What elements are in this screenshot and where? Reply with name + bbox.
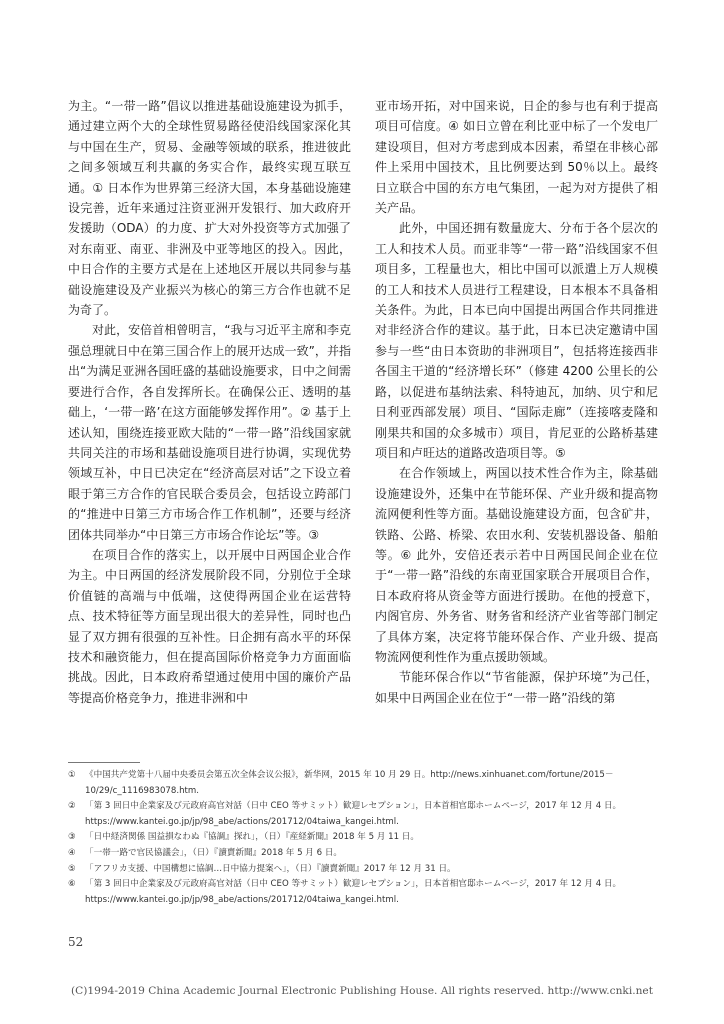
- footnote: [68, 877, 658, 908]
- footnotes: [68, 768, 658, 908]
- body-paragraph: 亚市场开拓，对中国来说，日企的参与也有利于提高项目可信度。④ 如日立曾在利比亚中标了一个发电厂建设项目，但对方考虑到成本因素，希望在非核心部件上采用中国技术，且比例要达到 50％以上。最终日立联合中国的东方电气集团，一起为对方提供了相关产品。: [375, 99, 658, 216]
- footnote-marker: ③: [68, 832, 76, 843]
- footnote-marker: ②: [68, 801, 76, 812]
- footnote-text: 「第 3 回日中企業家及び元政府高官対話（日中 CEO 等サミット）歓迎レセプション」，日本首相官邸ホームページ，2017 年 12 月 4 日。https://www.kantei.go.jp/jp/98_abe/actions/201712/04taiwa_kangei.html.: [85, 801, 622, 827]
- footnote-marker: ⑤: [68, 863, 76, 874]
- footnote-marker: ⑥: [68, 879, 76, 890]
- footnote-text: 「日中経済関係 国益損なわぬ『協調』探れ」，（日）『産経新聞』2018 年 5 月 11 日。: [85, 832, 419, 843]
- body-paragraph: 此外，中国还拥有数量庞大、分布于各个层次的工人和技术人员。而亚非等“一带一路”沿线国家不但项目多，工程量也大，相比中国可以派遣上万人规模的工人和技术人员进行工程建设，日本根本不具备相关条件。为此，日本已向中国提出两国合作共同推进对非经济合作的建议。基于此，日本已决定邀请中国参与一些“由日本资助的非洲项目”，包括将连接西非各国主干道的“经济增长环”（修建 4200 公里长的公路，以促进布基纳法索、科特迪瓦，加纳、贝宁和尼日利亚西部发展）项目、“国际走廊”（连接喀麦隆和刚果共和国的众多城市）项目，肯尼亚的公路桥基建项目和卢旺达的道路改造项目等。⑤: [375, 221, 658, 460]
- body-paragraph: 为主。“一带一路”倡议以推进基础设施建设为抓手，通过建立两个大的全球性贸易路径使沿线国家深化其与中国在生产，贸易、金融等领域的联系，推进彼此之间多领域互利共赢的务实合作，最终实现互联互通。① 日本作为世界第三经济大国，本身基础设施建设完善，近年来通过注资亚洲开发银行、加大政府开发援助（ODA）的力度、扩大对外投资等方式加强了对东南亚、南亚、非洲及中亚等地区的投入。因此，中日合作的主要方式是在上述地区开展以共同参与基础设施建设及产业振兴为核心的第三方合作也就不足为奇了。: [68, 99, 351, 318]
- copyright-footer: (C)1994-2019 China Academic Journal Electronic Publishing House. All rights reserved. http://www.cnki.net: [71, 985, 653, 997]
- footnote: [68, 799, 658, 830]
- footnote-marker: ④: [68, 847, 76, 858]
- footnote: [68, 846, 658, 862]
- footnote-text: 「第 3 回日中企業家及び元政府高官対話（日中 CEO 等サミット）歓迎レセプション」，日本首相官邸ホームページ，2017 年 12 月 4 日。https://www.kantei.go.jp/jp/98_abe/actions/201712/04taiwa_kangei.html.: [85, 879, 622, 905]
- footnote-text: 《中国共产党第十八届中央委员会第五次全体会议公报》，新华网，2015 年 10 月 29 日。http://news.xinhuanet.com/fortune/2015－10/29/c_1116983078.htm.: [85, 770, 614, 796]
- footnote-marker: ①: [68, 770, 76, 780]
- body-paragraph: 在项目合作的落实上，以开展中日两国企业合作为主。中日两国的经济发展阶段不同，分别位于全球价值链的高端与中低端，这使得两国企业在运营特点、技术特征等方面呈现出很大的差异性，同时也凸显了双方拥有很强的互补性。日企拥有高水平的环保技术和融资能力，但在提高国际价格竞争力方面面临挑战。因此，日本政府希望通过使用中国的廉价产品等提高价格竞争力，推进非洲和中: [68, 547, 351, 705]
- footnote-text: 「一帯一路で官民協議会」，（日）『讀賣新聞』2018 年 5 月 6 日。: [85, 847, 343, 858]
- footnote-divider: [68, 762, 140, 763]
- footnote: [68, 768, 658, 799]
- footnote: [68, 862, 658, 878]
- footnote-text: 「アフリカ支援、中国構想に協調…日中協力提案へ」，（日）『讀賣新聞』2017 年 12 月 31 日。: [85, 863, 456, 874]
- body-paragraph: 在合作领域上，两国以技术性合作为主，除基础设施建设外，还集中在节能环保、产业升级和提高物流网便利性等方面。基础设施建设方面，包含矿井，铁路、公路、桥梁、农田水利、安装机器设备、船舶等。⑥ 此外，安倍还表示若中日两国民间企业在位于“一带一路”沿线的东南亚国家联合开展项目合作，日本政府将从资金等方面进行援助。在他的授意下，内阁官房、外务省、财务省和经济产业省等部门制定了具体方案，决定将节能环保合作、产业升级、提高物流网便利性作为重点援助领域。: [375, 466, 658, 664]
- left-column: [68, 96, 351, 708]
- body-paragraph: 节能环保合作以“节省能源，保护环境”为己任，如果中日两国企业在位于“一带一路”沿线的第: [375, 670, 658, 705]
- page-number: 52: [68, 935, 84, 949]
- right-column: [375, 96, 658, 708]
- body-paragraph: 对此，安倍首相曾明言，“我与习近平主席和李克强总理就日中在第三国合作上的展开达成一致”，并指出“为满足亚洲各国旺盛的基础设施要求，日中之间需要进行合作，各自发挥所长。在确保公正、透明的基础上，‘一带一路’在这方面能够发挥作用”。② 基于上述认知，围绕连接亚欧大陆的“一带一路”沿线国家就共同关注的市场和基础设施项目进行协调，实现优势领域互补，中日已决定在“经济高层对话”之下设立着眼于第三方合作的官民联合委员会，包括设立跨部门的“推进中日第三方市场合作工作机制”，还要与经济团体共同举办“中日第三方市场合作论坛”等。③: [68, 323, 351, 542]
- footnote: [68, 830, 658, 846]
